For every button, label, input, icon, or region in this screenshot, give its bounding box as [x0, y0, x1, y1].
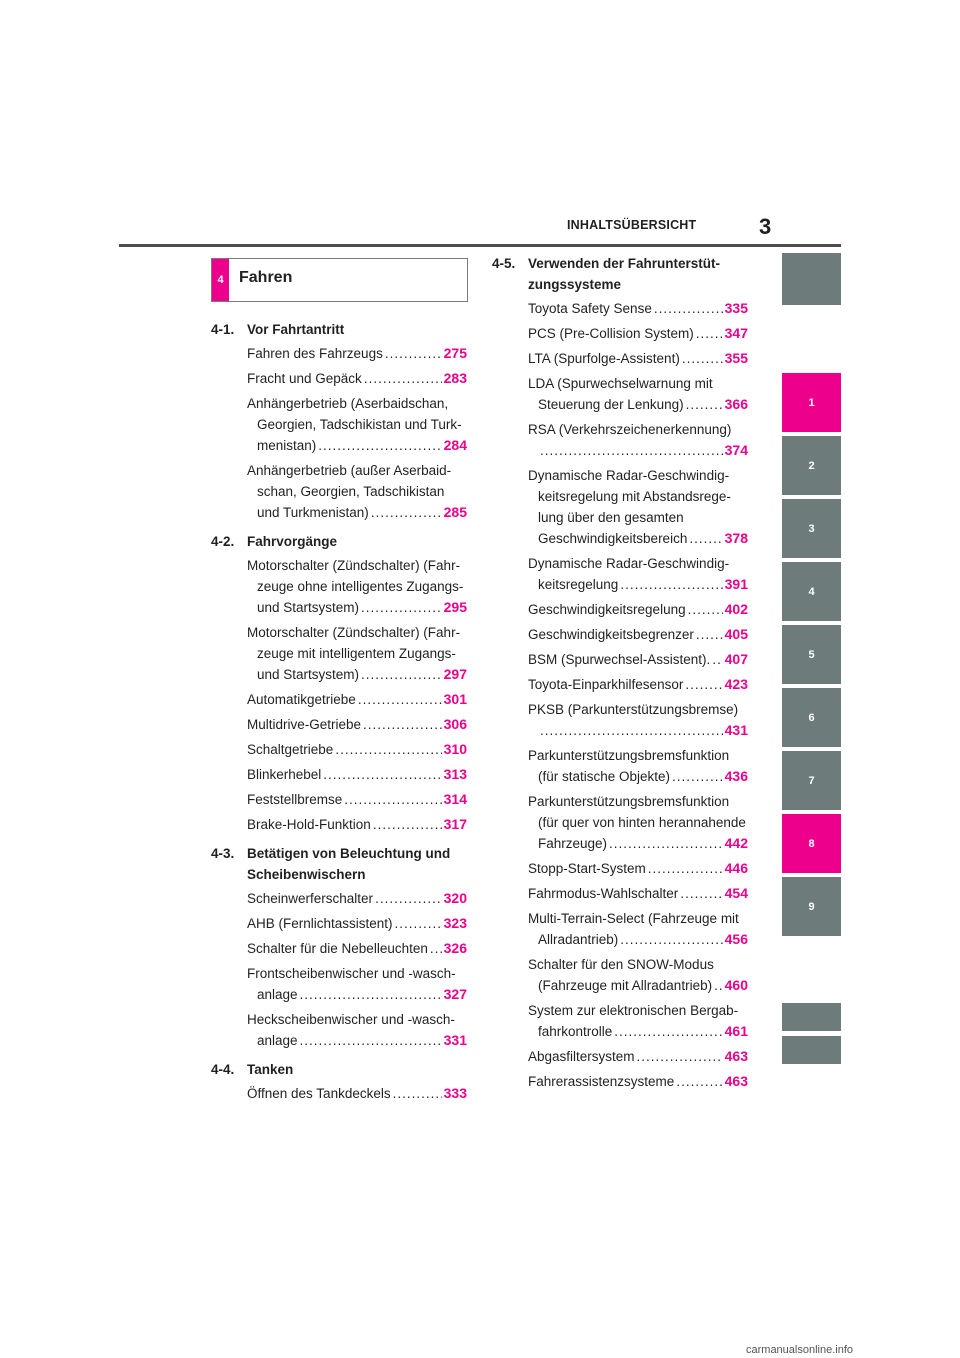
page-reference: 295 — [443, 599, 467, 615]
toc-entry[interactable] — [492, 323, 748, 344]
entry-text: und Startsystem) — [257, 600, 360, 615]
entry-text: und Turkmenistan) — [257, 505, 369, 520]
toc-entry[interactable] — [492, 883, 748, 904]
toc-entry[interactable] — [492, 624, 748, 645]
entry-text: AHB (Fernlichtassistent) — [247, 916, 393, 931]
entry-row — [528, 298, 748, 319]
page-reference: 275 — [443, 345, 467, 361]
dot-leader — [685, 674, 722, 695]
chapter-tab-3[interactable]: 3 — [782, 499, 841, 558]
entry-row — [528, 1021, 748, 1042]
page-reference: 355 — [724, 350, 748, 366]
dot-leader — [672, 766, 723, 787]
chapter-tab-1[interactable]: 1 — [782, 373, 841, 432]
toc-entry[interactable] — [492, 599, 748, 620]
dot-leader — [609, 833, 723, 854]
dot-leader — [540, 720, 723, 741]
page-reference: 423 — [724, 676, 748, 692]
page-reference: 463 — [724, 1073, 748, 1089]
dot-leader — [344, 789, 441, 810]
entry-row — [247, 739, 467, 760]
page-reference: 391 — [724, 576, 748, 592]
page-reference: 297 — [443, 666, 467, 682]
entry-row — [247, 888, 467, 909]
entry-row — [528, 649, 748, 670]
entry-text-line: Multi-Terrain-Select (Fahrzeuge mit — [528, 911, 739, 926]
section-title: Betätigen von Beleuchtung und Scheibenwischern — [247, 846, 451, 882]
dot-leader — [680, 883, 722, 904]
entry-row — [247, 789, 467, 810]
toc-entry[interactable] — [492, 419, 748, 461]
entry-row — [247, 502, 467, 523]
entry-text-line: keitsregelung mit Abstandsrege- — [538, 489, 731, 504]
entry-text-line: schan, Georgien, Tadschikistan — [257, 484, 445, 499]
section-heading — [492, 252, 748, 296]
dot-leader — [676, 1071, 722, 1092]
dot-leader — [373, 814, 442, 835]
toc-entry[interactable] — [492, 699, 748, 741]
entry-text: Schaltgetriebe — [247, 742, 334, 757]
entry-text: Geschwindigkeitsbegrenzer — [528, 627, 694, 642]
toc-entry[interactable] — [492, 649, 748, 670]
section-heading — [211, 1058, 467, 1081]
page-reference: 335 — [724, 300, 748, 316]
dot-leader — [686, 394, 723, 415]
section-title: Vor Fahrtantritt — [247, 322, 345, 337]
dot-leader — [688, 599, 723, 620]
toc-entry[interactable] — [211, 1083, 467, 1104]
chapter-tab-5[interactable]: 5 — [782, 625, 841, 684]
entry-row — [528, 929, 748, 950]
toc-entry[interactable] — [211, 888, 467, 909]
toc-entry[interactable] — [211, 555, 467, 618]
section-title: Fahrvorgänge — [247, 534, 338, 549]
dot-leader — [364, 368, 442, 389]
dot-leader — [363, 714, 442, 735]
page-reference: 407 — [724, 651, 748, 667]
dot-leader — [540, 440, 723, 461]
entry-row — [247, 913, 467, 934]
toc-entry[interactable] — [492, 1000, 748, 1042]
entry-row — [528, 858, 748, 879]
toc-entry[interactable] — [211, 739, 467, 760]
dot-leader — [696, 323, 723, 344]
entry-text-line: Georgien, Tadschikistan und Turk- — [257, 417, 462, 432]
entry-text: Multidrive-Getriebe — [247, 717, 362, 732]
page-reference: 333 — [443, 1085, 467, 1101]
dot-leader — [361, 597, 442, 618]
entry-text: Steuerung der Lenkung) — [538, 397, 684, 412]
page-reference: 313 — [443, 766, 467, 782]
entry-text: Fahrmodus-Wahlschalter — [528, 886, 679, 901]
entry-text-line: Dynamische Radar-Geschwindig- — [528, 468, 730, 483]
toc-entry[interactable] — [211, 393, 467, 456]
toc-entry[interactable] — [211, 938, 467, 959]
section-number: 4-2. — [211, 534, 235, 549]
toc-entry[interactable] — [211, 343, 467, 364]
toc-entry[interactable] — [492, 348, 748, 369]
entry-text: Feststellbremse — [247, 792, 343, 807]
entry-text: Fahrerassistenzsysteme — [528, 1074, 675, 1089]
section-number: 4-3. — [211, 846, 235, 861]
page-reference: 283 — [443, 370, 467, 386]
page-reference: 314 — [443, 791, 467, 807]
toc-entry[interactable] — [211, 368, 467, 389]
entry-text-line: RSA (Verkehrszeichenerkennung) — [528, 422, 732, 437]
entry-text: PCS (Pre-Collision System) — [528, 326, 694, 341]
entry-text: Toyota Safety Sense — [528, 301, 652, 316]
toc-column-right — [492, 252, 748, 1096]
toc-column-left — [211, 318, 467, 1108]
entry-row — [528, 720, 748, 741]
entry-row — [247, 343, 467, 364]
entry-text: Fahren des Fahrzeugs — [247, 346, 383, 361]
entry-text-line: Dynamische Radar-Geschwindig- — [528, 556, 730, 571]
page-reference: 431 — [724, 722, 748, 738]
entry-text: anlage — [257, 1033, 298, 1048]
dot-leader — [430, 938, 442, 959]
dot-leader — [682, 348, 723, 369]
entry-row — [528, 1071, 748, 1092]
entry-text: Toyota-Einparkhilfesensor — [528, 677, 684, 692]
entry-row — [247, 1083, 467, 1104]
dot-leader — [361, 664, 442, 685]
entry-text-line: lung über den gesamten — [538, 510, 684, 525]
toc-entry[interactable] — [492, 745, 748, 787]
dot-leader — [648, 858, 723, 879]
page-reference: 284 — [443, 437, 467, 453]
entry-row — [528, 440, 748, 461]
entry-text: Automatikgetriebe — [247, 692, 356, 707]
entry-row — [247, 368, 467, 389]
toc-entry[interactable] — [211, 689, 467, 710]
entry-text: Abgasfiltersystem — [528, 1049, 635, 1064]
dot-leader — [637, 1046, 723, 1067]
entry-row — [528, 574, 748, 595]
entry-text: Öffnen des Tankdeckels — [247, 1086, 391, 1101]
page-reference: 436 — [724, 768, 748, 784]
page-reference: 366 — [724, 396, 748, 412]
page-reference: 442 — [724, 835, 748, 851]
page-reference: 402 — [724, 601, 748, 617]
entry-text-line: Heckscheibenwischer und -wasch- — [247, 1012, 455, 1027]
dot-leader — [689, 528, 722, 549]
entry-row — [528, 833, 748, 854]
page-reference: 405 — [724, 626, 748, 642]
page-reference: 310 — [443, 741, 467, 757]
dot-leader — [375, 888, 442, 909]
page-reference: 317 — [443, 816, 467, 832]
toc-entry[interactable] — [492, 858, 748, 879]
entry-text-line: System zur elektronischen Bergab- — [528, 1003, 739, 1018]
entry-row — [247, 1030, 467, 1051]
page-reference: 456 — [724, 931, 748, 947]
entry-row — [528, 624, 748, 645]
toc-entry[interactable] — [492, 1071, 748, 1092]
chapter-tab-8[interactable]: 8 — [782, 814, 841, 873]
toc-entry[interactable] — [211, 963, 467, 1005]
toc-entry[interactable] — [492, 373, 748, 415]
entry-text: und Startsystem) — [257, 667, 360, 682]
entry-text-line: PKSB (Parkunterstützungsbremse) — [528, 702, 739, 717]
entry-text: anlage — [257, 987, 298, 1002]
page-reference: 378 — [724, 530, 748, 546]
toc-entry[interactable] — [492, 954, 748, 996]
dot-leader — [620, 574, 722, 595]
chapter-tab-blank — [782, 1036, 841, 1064]
page-reference: 285 — [443, 504, 467, 520]
dot-leader — [358, 689, 442, 710]
page-reference: 446 — [724, 860, 748, 876]
entry-row — [528, 394, 748, 415]
chapter-tab-4[interactable]: 4 — [782, 562, 841, 621]
entry-text: BSM (Spurwechsel-Assistent). — [528, 652, 711, 667]
entry-text-line: Frontscheibenwischer und -wasch- — [247, 966, 456, 981]
page-reference: 347 — [724, 325, 748, 341]
page-reference: 454 — [724, 885, 748, 901]
section-heading — [211, 530, 467, 553]
entry-text-line: zeuge mit intelligentem Zugangs- — [257, 646, 456, 661]
footer-watermark: carmanualsonline.info — [746, 1344, 854, 1356]
dot-leader — [614, 1021, 722, 1042]
dot-leader — [323, 764, 441, 785]
entry-text-line: Anhängerbetrieb (Aserbaidschan, — [247, 396, 449, 411]
entry-row — [528, 883, 748, 904]
page-reference: 461 — [724, 1023, 748, 1039]
section-heading — [211, 842, 467, 886]
page-reference: 301 — [443, 691, 467, 707]
section-header-title: INHALTSÜBERSICHT — [567, 218, 697, 232]
toc-entry[interactable] — [492, 465, 748, 549]
toc-entry[interactable] — [492, 1046, 748, 1067]
entry-text-line: zeuge ohne intelligentes Zugangs- — [257, 579, 464, 594]
entry-text: Scheinwerferschalter — [247, 891, 374, 906]
chapter-tab-blank — [782, 1003, 841, 1031]
chapter-tab-7[interactable]: 7 — [782, 751, 841, 810]
toc-entry[interactable] — [492, 674, 748, 695]
dot-leader — [300, 984, 442, 1005]
section-number: 4-1. — [211, 322, 235, 337]
chapter-tab-6[interactable]: 6 — [782, 688, 841, 747]
page-reference: 331 — [443, 1032, 467, 1048]
entry-text: Geschwindigkeitsbereich — [538, 531, 688, 546]
page-reference: 323 — [443, 915, 467, 931]
entry-row — [247, 764, 467, 785]
entry-row — [247, 689, 467, 710]
entry-text: Stopp-Start-System — [528, 861, 646, 876]
entry-text-line: Anhängerbetrieb (außer Aserbaid- — [247, 463, 452, 478]
dot-leader — [696, 624, 723, 645]
section-heading — [211, 318, 467, 341]
page-reference: 463 — [724, 1048, 748, 1064]
dot-leader — [385, 343, 442, 364]
section-number: 4-4. — [211, 1062, 235, 1077]
dot-leader — [712, 649, 722, 670]
toc-entry[interactable] — [211, 1009, 467, 1051]
toc-entry[interactable] — [211, 764, 467, 785]
toc-entry[interactable] — [492, 791, 748, 854]
dot-leader — [654, 298, 723, 319]
chapter-tab-9[interactable]: 9 — [782, 877, 841, 936]
entry-row — [528, 528, 748, 549]
dot-leader — [395, 913, 442, 934]
entry-row — [247, 597, 467, 618]
dot-leader — [371, 502, 442, 523]
entry-text-line: Motorschalter (Zündschalter) (Fahr- — [247, 558, 461, 573]
entry-text: fahrkontrolle — [538, 1024, 613, 1039]
entry-row — [528, 674, 748, 695]
entry-row — [247, 664, 467, 685]
dot-leader — [318, 435, 441, 456]
entry-text: Schalter für die Nebelleuchten — [247, 941, 428, 956]
entry-row — [528, 348, 748, 369]
entry-text-line: LDA (Spurwechselwarnung mit — [528, 376, 713, 391]
entry-text-line: Motorschalter (Zündschalter) (Fahr- — [247, 625, 461, 640]
entry-text-line: Parkunterstützungsbremsfunktion — [528, 748, 730, 763]
dot-leader — [335, 739, 441, 760]
entry-text: Fahrzeuge) — [538, 836, 608, 851]
entry-text: Blinkerhebel — [247, 767, 322, 782]
page-reference: 374 — [724, 442, 748, 458]
toc-entry[interactable] — [492, 298, 748, 319]
entry-row — [247, 435, 467, 456]
entry-text-line: (für quer von hinten herannahende — [538, 815, 746, 830]
dot-leader — [393, 1083, 442, 1104]
dot-leader — [620, 929, 722, 950]
toc-entry[interactable] — [211, 460, 467, 523]
entry-text: menistan) — [257, 438, 317, 453]
entry-row — [247, 984, 467, 1005]
entry-row — [247, 714, 467, 735]
page-reference: 320 — [443, 890, 467, 906]
entry-text: LTA (Spurfolge-Assistent) — [528, 351, 680, 366]
toc-entry[interactable] — [211, 622, 467, 685]
entry-text-line: Parkunterstützungsbremsfunktion — [528, 794, 730, 809]
entry-text: keitsregelung — [538, 577, 619, 592]
dot-leader — [300, 1030, 442, 1051]
page-reference: 306 — [443, 716, 467, 732]
entry-row — [528, 599, 748, 620]
toc-entry[interactable] — [492, 908, 748, 950]
toc-entry[interactable] — [211, 789, 467, 810]
entry-text-line: Schalter für den SNOW-Modus — [528, 957, 714, 972]
entry-row — [528, 323, 748, 344]
section-title: Verwenden der Fahrunterstüt- zungssysteme — [528, 256, 721, 292]
section-title: Tanken — [247, 1062, 294, 1077]
dot-leader — [714, 975, 723, 996]
entry-text: (für statische Objekte) — [538, 769, 671, 784]
entry-row — [247, 814, 467, 835]
chapter-heading — [211, 258, 468, 302]
toc-entry[interactable] — [211, 814, 467, 835]
toc-entry[interactable] — [492, 553, 748, 595]
entry-row — [528, 1046, 748, 1067]
entry-row — [528, 975, 748, 996]
section-number: 4-5. — [492, 256, 516, 271]
toc-entry[interactable] — [211, 714, 467, 735]
header-divider — [119, 244, 841, 247]
chapter-tab-blank — [782, 253, 841, 305]
chapter-title: Fahren — [239, 269, 293, 286]
page-reference: 327 — [443, 986, 467, 1002]
entry-text: (Fahrzeuge mit Allradantrieb) — [538, 978, 713, 993]
entry-row — [528, 766, 748, 787]
page-number: 3 — [759, 214, 772, 239]
chapter-tab-2[interactable]: 2 — [782, 436, 841, 495]
entry-row — [247, 938, 467, 959]
page-reference: 326 — [443, 940, 467, 956]
toc-entry[interactable] — [211, 913, 467, 934]
entry-text: Allradantrieb) — [538, 932, 619, 947]
entry-text: Geschwindigkeitsregelung — [528, 602, 686, 617]
entry-text: Brake-Hold-Funktion — [247, 817, 371, 832]
chapter-number: 4 — [212, 259, 229, 301]
entry-text: Fracht und Gepäck — [247, 371, 362, 386]
page-reference: 460 — [724, 977, 748, 993]
